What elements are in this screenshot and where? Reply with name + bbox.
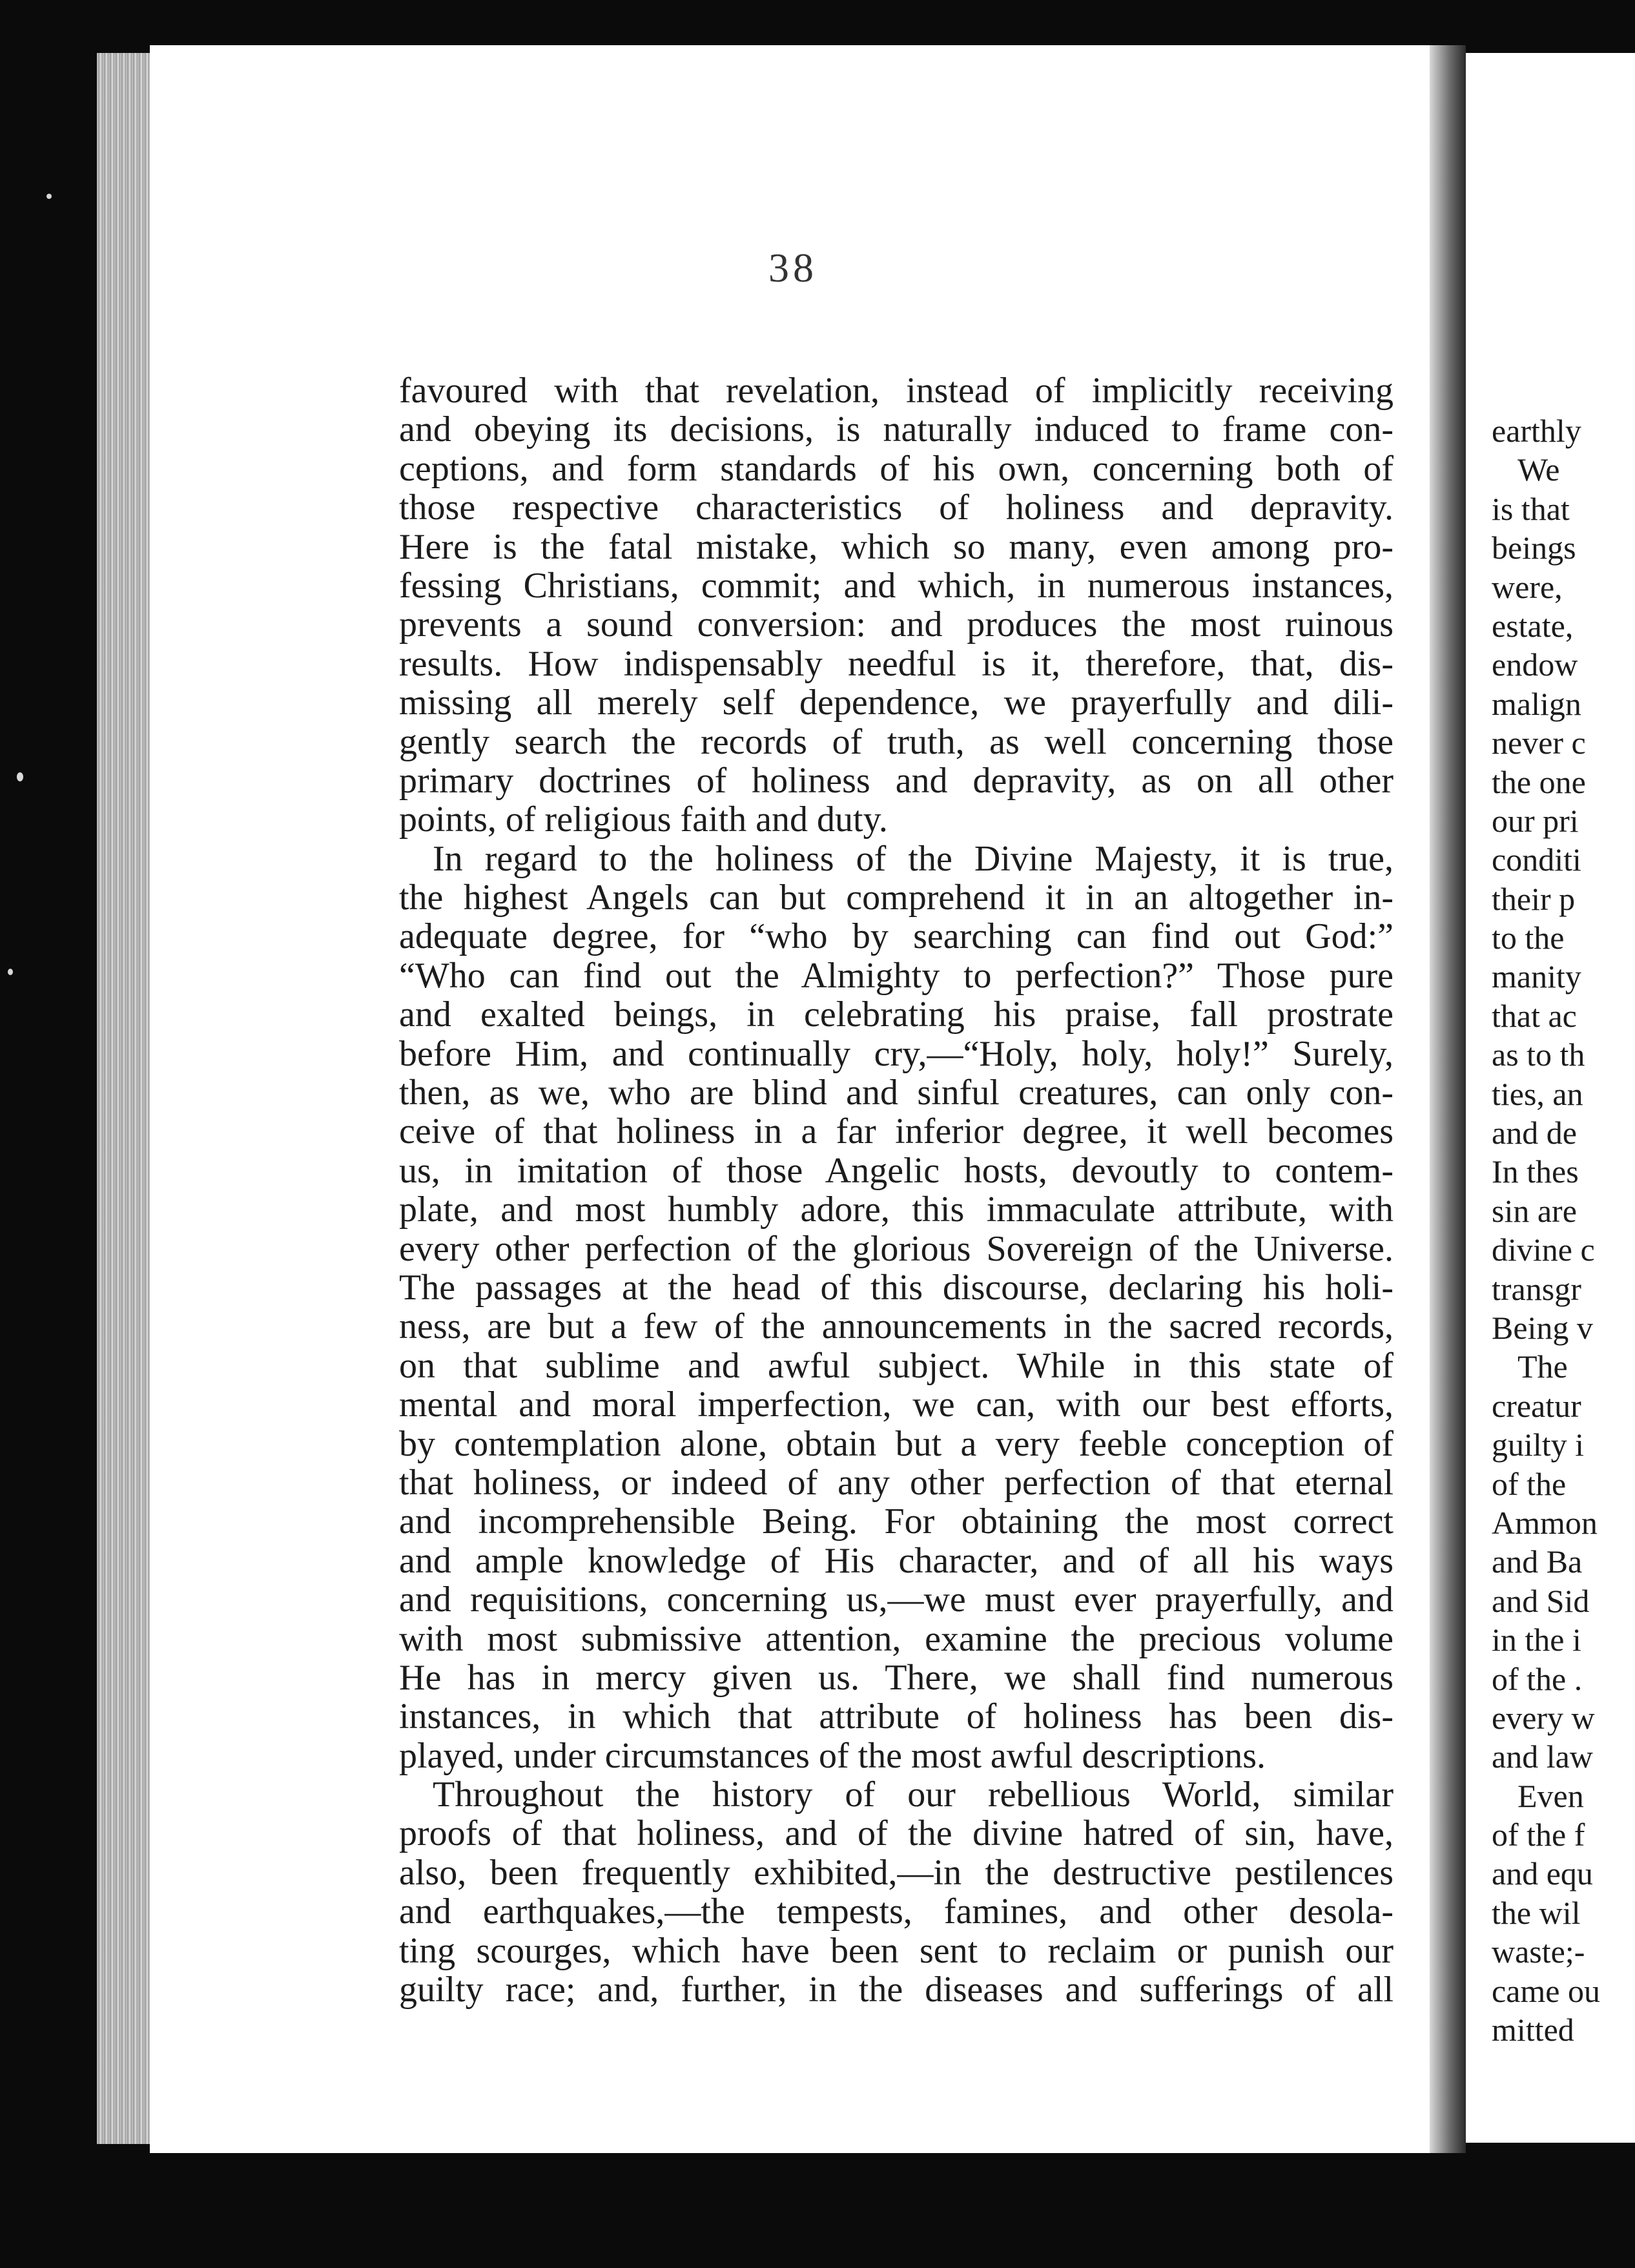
facing-line: the wil	[1492, 1894, 1581, 1931]
text-line: by contemplation alone, obtain but a very feeble conception of	[399, 1424, 1393, 1463]
facing-text	[1492, 411, 1635, 2049]
facing-page	[1466, 53, 1635, 2143]
scan-speck	[8, 969, 13, 975]
text-line: ceive of that holiness in a far inferior degree, it well becomes	[399, 1112, 1393, 1151]
text-line: the highest Angels can but comprehend it in an altogether in-	[399, 878, 1393, 918]
text-line: mental and moral imperfection, we can, with our best efforts,	[399, 1385, 1393, 1425]
facing-line: and de	[1492, 1115, 1577, 1151]
text-line: and ample knowledge of His character, and of all his ways	[399, 1541, 1393, 1581]
facing-line: Being v	[1492, 1309, 1593, 1346]
text-line: fessing Christians, commit; and which, in numerous instances,	[399, 566, 1393, 606]
facing-line: and law	[1492, 1738, 1593, 1775]
page-edges	[97, 53, 155, 2144]
facing-line: estate,	[1492, 607, 1574, 644]
text-line: and requisitions, concerning us,—we must ever prayerfully, and	[399, 1580, 1393, 1620]
text-line: results. How indispensably needful is it, therefore, that, dis-	[399, 644, 1393, 684]
facing-line: is that	[1492, 490, 1570, 527]
text-line: and incomprehensible Being. For obtaining the most correct	[399, 1502, 1393, 1541]
facing-line: their p	[1492, 880, 1576, 917]
text-line: and exalted beings, in celebrating his praise, fall prostrate	[399, 995, 1393, 1035]
facing-line: never c	[1492, 725, 1586, 761]
facing-line: of the f	[1492, 1817, 1585, 1853]
facing-line: the one	[1492, 763, 1586, 800]
facing-line: ties, an	[1492, 1075, 1583, 1112]
facing-line: of the	[1492, 1465, 1567, 1502]
facing-line: of the .	[1492, 1660, 1583, 1697]
text-line: favoured with that revelation, instead of implicitly receiving	[399, 371, 1393, 411]
facing-line: as to th	[1492, 1036, 1585, 1073]
facing-line: mitted	[1492, 2012, 1574, 2048]
facing-line: and Sid	[1492, 1582, 1590, 1619]
book-gutter-shadow	[1430, 45, 1466, 2153]
text-line: He has in mercy given us. There, we shall find numerous	[399, 1658, 1393, 1698]
text-line: gently search the records of truth, as well concerning those	[399, 722, 1393, 761]
facing-line: divine c	[1492, 1232, 1595, 1268]
text-line: those respective characteristics of holiness and depravity.	[399, 488, 1393, 528]
text-line: guilty race; and, further, in the diseases and sufferings of all	[399, 1970, 1393, 2010]
facing-line: beings	[1492, 530, 1576, 566]
facing-line: in the i	[1492, 1622, 1581, 1658]
text-line: prevents a sound conversion: and produces the most ruinous	[399, 605, 1393, 644]
facing-line: conditi	[1492, 841, 1581, 878]
facing-line: earthly	[1492, 413, 1581, 449]
facing-line: endow	[1492, 646, 1578, 683]
text-line: every other perfection of the glorious Sovereign of the Universe.	[399, 1229, 1393, 1268]
facing-line: every w	[1492, 1699, 1595, 1736]
text-line: adequate degree, for “who by searching can find out God:”	[399, 917, 1393, 956]
text-line: primary doctrines of holiness and depravity, as on all other	[399, 761, 1393, 801]
scan-speck	[46, 194, 52, 199]
text-line: on that sublime and awful subject. While in this state of	[399, 1346, 1393, 1386]
text-line: ceptions, and form standards of his own, concerning both of	[399, 449, 1393, 489]
text-line: and earthquakes,—the tempests, famines, and other desola-	[399, 1892, 1393, 1932]
text-line: before Him, and continually cry,—“Holy, holy, holy!” Surely,	[399, 1034, 1393, 1074]
text-line: In regard to the holiness of the Divine Majesty, it is true,	[433, 839, 1393, 879]
text-line: that holiness, or indeed of any other perfection of that eternal	[399, 1463, 1393, 1503]
text-line: with most submissive attention, examine the precious volume	[399, 1619, 1393, 1658]
facing-line: The	[1517, 1348, 1568, 1385]
text-line: us, in imitation of those Angelic hosts, devoutly to contem-	[399, 1151, 1393, 1191]
facing-line: our pri	[1492, 802, 1579, 839]
page-number: 38	[768, 245, 818, 291]
text-line: missing all merely self dependence, we prayerfully and dili-	[399, 683, 1393, 723]
text-line: played, under circumstances of the most awful descriptions.	[399, 1736, 1266, 1776]
facing-line: We	[1517, 451, 1560, 488]
facing-line: Ammon	[1492, 1504, 1598, 1541]
text-line: The passages at the head of this discourse, declaring his holi-	[399, 1268, 1393, 1308]
text-line: also, been frequently exhibited,—in the destructive pestilences	[399, 1853, 1393, 1893]
facing-line: to the	[1492, 920, 1565, 956]
text-line: then, as we, who are blind and sinful creatures, can only con-	[399, 1073, 1393, 1113]
facing-line: and equ	[1492, 1855, 1593, 1892]
facing-line: and Ba	[1492, 1543, 1583, 1580]
facing-line: manity	[1492, 958, 1581, 995]
facing-line: waste;-	[1492, 1933, 1585, 1970]
facing-line: malign	[1492, 685, 1581, 722]
text-line: “Who can find out the Almighty to perfection?” Those pure	[399, 956, 1393, 996]
text-line: plate, and most humbly adore, this immaculate attribute, with	[399, 1190, 1393, 1230]
facing-line: creatur	[1492, 1387, 1581, 1424]
text-line: proofs of that holiness, and of the divine hatred of sin, have,	[399, 1814, 1393, 1853]
book-page	[150, 45, 1436, 2153]
facing-line: Even	[1517, 1777, 1584, 1814]
text-line: ness, are but a few of the announcements in the sacred records,	[399, 1307, 1393, 1346]
facing-line: transgr	[1492, 1270, 1581, 1307]
text-line: points, of religious faith and duty.	[399, 800, 888, 840]
text-line: ting scourges, which have been sent to reclaim or punish our	[399, 1931, 1393, 1971]
text-line: Here is the fatal mistake, which so many, even among pro-	[399, 527, 1393, 566]
text-line: instances, in which that attribute of holiness has been dis-	[399, 1697, 1393, 1737]
facing-line: that ac	[1492, 997, 1577, 1034]
text-line: and obeying its decisions, is naturally induced to frame con-	[399, 410, 1393, 449]
body-text	[399, 371, 1393, 2009]
facing-line: guilty i	[1492, 1427, 1585, 1463]
facing-line: In thes	[1492, 1153, 1579, 1190]
facing-line: were,	[1492, 568, 1563, 605]
scan-speck	[17, 772, 23, 781]
text-line: Throughout the history of our rebellious World, similar	[433, 1775, 1393, 1815]
facing-line: sin are	[1492, 1192, 1577, 1229]
facing-line: came ou	[1492, 1972, 1600, 2009]
